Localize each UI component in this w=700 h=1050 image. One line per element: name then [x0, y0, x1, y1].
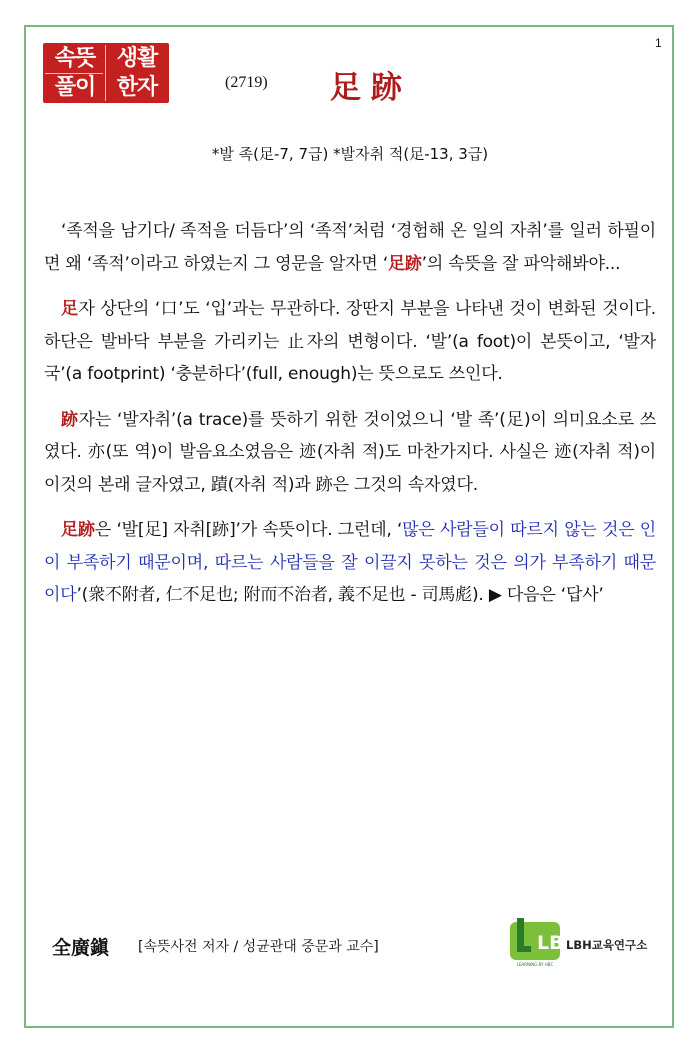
paragraph-4	[44, 514, 656, 612]
logo-text-4: 한자	[116, 75, 158, 100]
paragraph-4-text-a: 은 ‘발[足] 자취[跡]’가 속뜻이다. 그런데, ‘	[94, 520, 403, 540]
paragraph-1-text-a: ‘족적을 남기다/ 족적을 더듬다’의 ‘족적’처럼 ‘경험해 온 일의 자취’를 일러 하필이면 왜 ‘족적’이라고 하였는지 그 영문을 알자면 ‘	[44, 221, 656, 274]
logo-text-2: 풀이	[54, 75, 96, 100]
lbh-logo-text: LBH	[537, 932, 580, 954]
paragraph-2-highlight: 足	[61, 299, 79, 319]
lbh-logo-icon	[507, 916, 580, 968]
author-name: 全廣鎭	[52, 937, 110, 959]
logo-text-3: 생활	[116, 46, 158, 71]
paragraph-2	[44, 293, 656, 391]
paragraph-3-text: 자는 ‘발자취’(a trace)를 뜻하기 위한 것이었으니 ‘발 족’(足)이 의미요소로 쓰였다. 亦(또 역)이 발음요소였음은 迹(자취 적)도 마찬가지다. 사실은 迹(자취 적)이 이것의 본래 글자였고, 蹟(자취 적)과 跡은 그것의 속자였다.	[44, 409, 656, 495]
paragraph-4-quote: 많은 사람들이 따르지 않는 것은 인이 부족하기 때문이며, 따르는 사람들을 잘 이끌지 못하는 것은 의가 부족하기 때문이다	[44, 520, 656, 605]
paragraph-3-highlight: 跡	[61, 409, 79, 430]
organization-name: LBH교육연구소	[566, 938, 648, 952]
lbh-logo-tagline: LEARNING BY HBC	[516, 962, 554, 967]
paragraph-4-highlight: 足跡	[61, 520, 95, 540]
paragraph-1-highlight: 足跡	[388, 253, 422, 274]
entry-subtitle: *발 족(足-7, 7급) *발자취 적(足-13, 3급)	[211, 145, 489, 163]
logo-divider-vertical	[105, 45, 106, 101]
entry-code: (2719)	[225, 74, 268, 91]
entry-title: 足跡	[330, 70, 412, 106]
paragraph-1-text-b: ’의 속뜻을 잘 파악해봐야...	[421, 253, 621, 274]
paragraph-2-text: 자 상단의 ‘口’도 ‘입’과는 무관하다. 장딴지 부분을 나타낸 것이 변화된 것이다. 하단은 발바닥 부분을 가리키는 止자의 변형이다. ‘발’(a foot)이 본뜻이고, ‘발자국’(a footprint) ‘충분하다’(full, enough)는 뜻으로도 쓰인다.	[44, 299, 657, 384]
logo-text-1: 속뜻	[54, 46, 96, 71]
series-logo	[43, 43, 169, 103]
paragraph-4-text-b: ’(衆不附者, 仁不足也; 附而不治者, 義不足也 - 司馬彪). ▶ 다음은 ‘답사’	[76, 585, 604, 605]
author-role: [속뜻사전 저자 / 성균관대 중문과 교수]	[138, 939, 379, 955]
paragraph-3	[44, 404, 656, 502]
page-number: 1	[655, 36, 662, 50]
paragraph-1	[44, 215, 656, 280]
article-body	[44, 215, 656, 625]
